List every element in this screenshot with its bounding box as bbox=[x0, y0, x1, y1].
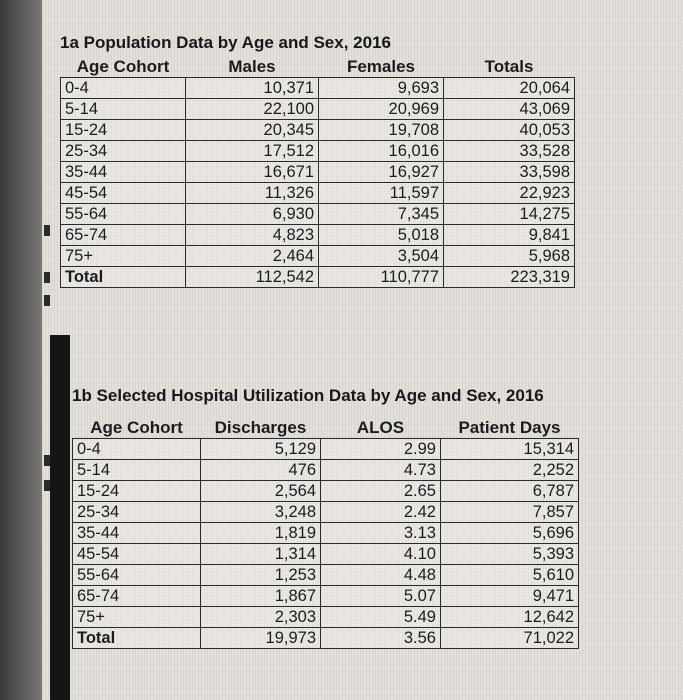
value-cell: 5.49 bbox=[321, 607, 441, 628]
value-cell: 5.07 bbox=[321, 586, 441, 607]
value-cell: 2.65 bbox=[321, 481, 441, 502]
value-cell: 4.73 bbox=[321, 460, 441, 481]
value-cell: 4,823 bbox=[186, 225, 319, 246]
value-cell: 5,129 bbox=[201, 439, 321, 460]
age-cohort-cell: 75+ bbox=[73, 607, 201, 628]
column-header: Females bbox=[319, 57, 444, 78]
age-cohort-cell: Total bbox=[61, 267, 186, 288]
value-cell: 110,777 bbox=[319, 267, 444, 288]
column-header: Patient Days bbox=[441, 418, 579, 439]
column-header: Age Cohort bbox=[73, 418, 201, 439]
table-row bbox=[61, 162, 575, 183]
column-header: ALOS bbox=[321, 418, 441, 439]
table-row bbox=[73, 502, 579, 523]
table-1b-title: 1b Selected Hospital Utilization Data by Age and Sex, 2016 bbox=[72, 386, 544, 405]
value-cell: 3,504 bbox=[319, 246, 444, 267]
column-header: Discharges bbox=[201, 418, 321, 439]
age-cohort-cell: 35-44 bbox=[73, 523, 201, 544]
value-cell: 1,867 bbox=[201, 586, 321, 607]
value-cell: 1,819 bbox=[201, 523, 321, 544]
value-cell: 6,787 bbox=[441, 481, 579, 502]
age-cohort-cell: 65-74 bbox=[61, 225, 186, 246]
column-header: Males bbox=[186, 57, 319, 78]
value-cell: 9,841 bbox=[444, 225, 575, 246]
age-cohort-cell: 45-54 bbox=[61, 183, 186, 204]
age-cohort-cell: 15-24 bbox=[73, 481, 201, 502]
table-row bbox=[61, 78, 575, 99]
age-cohort-cell: 65-74 bbox=[73, 586, 201, 607]
value-cell: 4.48 bbox=[321, 565, 441, 586]
table-row bbox=[73, 607, 579, 628]
age-cohort-cell: 35-44 bbox=[61, 162, 186, 183]
value-cell: 5,696 bbox=[441, 523, 579, 544]
table-row bbox=[61, 120, 575, 141]
black-margin-band bbox=[50, 335, 70, 700]
table-row bbox=[61, 246, 575, 267]
table-row bbox=[73, 523, 579, 544]
value-cell: 15,314 bbox=[441, 439, 579, 460]
value-cell: 71,022 bbox=[441, 628, 579, 649]
margin-mark bbox=[44, 480, 50, 491]
table-row bbox=[61, 141, 575, 162]
table-row bbox=[61, 267, 575, 288]
age-cohort-cell: 45-54 bbox=[73, 544, 201, 565]
value-cell: 43,069 bbox=[444, 99, 575, 120]
value-cell: 1,314 bbox=[201, 544, 321, 565]
table-row bbox=[73, 586, 579, 607]
value-cell: 1,253 bbox=[201, 565, 321, 586]
value-cell: 16,927 bbox=[319, 162, 444, 183]
value-cell: 33,598 bbox=[444, 162, 575, 183]
value-cell: 5,018 bbox=[319, 225, 444, 246]
value-cell: 2.99 bbox=[321, 439, 441, 460]
value-cell: 5,968 bbox=[444, 246, 575, 267]
header-row bbox=[61, 57, 575, 78]
table-row bbox=[73, 565, 579, 586]
value-cell: 112,542 bbox=[186, 267, 319, 288]
value-cell: 11,326 bbox=[186, 183, 319, 204]
population-table bbox=[60, 57, 575, 288]
value-cell: 9,693 bbox=[319, 78, 444, 99]
margin-mark bbox=[44, 455, 50, 466]
margin-mark bbox=[44, 295, 50, 306]
value-cell: 17,512 bbox=[186, 141, 319, 162]
value-cell: 20,969 bbox=[319, 99, 444, 120]
value-cell: 22,923 bbox=[444, 183, 575, 204]
value-cell: 20,345 bbox=[186, 120, 319, 141]
value-cell: 10,371 bbox=[186, 78, 319, 99]
table-row bbox=[73, 481, 579, 502]
age-cohort-cell: 55-64 bbox=[73, 565, 201, 586]
value-cell: 40,053 bbox=[444, 120, 575, 141]
age-cohort-cell: 55-64 bbox=[61, 204, 186, 225]
table-row bbox=[61, 225, 575, 246]
table-1a-title: 1a Population Data by Age and Sex, 2016 bbox=[60, 33, 391, 52]
value-cell: 2.42 bbox=[321, 502, 441, 523]
value-cell: 2,464 bbox=[186, 246, 319, 267]
margin-mark bbox=[44, 225, 50, 236]
table-row bbox=[61, 99, 575, 120]
age-cohort-cell: 5-14 bbox=[73, 460, 201, 481]
value-cell: 476 bbox=[201, 460, 321, 481]
value-cell: 3.56 bbox=[321, 628, 441, 649]
value-cell: 5,393 bbox=[441, 544, 579, 565]
value-cell: 20,064 bbox=[444, 78, 575, 99]
column-header: Totals bbox=[444, 57, 575, 78]
hospital-utilization-table bbox=[72, 418, 579, 649]
table-row bbox=[73, 460, 579, 481]
value-cell: 11,597 bbox=[319, 183, 444, 204]
value-cell: 2,564 bbox=[201, 481, 321, 502]
value-cell: 19,708 bbox=[319, 120, 444, 141]
value-cell: 4.10 bbox=[321, 544, 441, 565]
value-cell: 33,528 bbox=[444, 141, 575, 162]
age-cohort-cell: 0-4 bbox=[73, 439, 201, 460]
value-cell: 223,319 bbox=[444, 267, 575, 288]
value-cell: 22,100 bbox=[186, 99, 319, 120]
value-cell: 2,252 bbox=[441, 460, 579, 481]
table-row bbox=[73, 439, 579, 460]
value-cell: 16,016 bbox=[319, 141, 444, 162]
value-cell: 2,303 bbox=[201, 607, 321, 628]
age-cohort-cell: 75+ bbox=[61, 246, 186, 267]
column-header: Age Cohort bbox=[61, 57, 186, 78]
value-cell: 7,345 bbox=[319, 204, 444, 225]
value-cell: 5,610 bbox=[441, 565, 579, 586]
age-cohort-cell: 25-34 bbox=[73, 502, 201, 523]
value-cell: 19,973 bbox=[201, 628, 321, 649]
age-cohort-cell: 25-34 bbox=[61, 141, 186, 162]
age-cohort-cell: Total bbox=[73, 628, 201, 649]
age-cohort-cell: 15-24 bbox=[61, 120, 186, 141]
value-cell: 12,642 bbox=[441, 607, 579, 628]
margin-mark bbox=[44, 272, 50, 283]
table-row bbox=[73, 628, 579, 649]
value-cell: 9,471 bbox=[441, 586, 579, 607]
table-row bbox=[61, 183, 575, 204]
value-cell: 3.13 bbox=[321, 523, 441, 544]
value-cell: 3,248 bbox=[201, 502, 321, 523]
value-cell: 7,857 bbox=[441, 502, 579, 523]
value-cell: 6,930 bbox=[186, 204, 319, 225]
table-row bbox=[61, 204, 575, 225]
age-cohort-cell: 0-4 bbox=[61, 78, 186, 99]
value-cell: 16,671 bbox=[186, 162, 319, 183]
header-row bbox=[73, 418, 579, 439]
table-row bbox=[73, 544, 579, 565]
age-cohort-cell: 5-14 bbox=[61, 99, 186, 120]
value-cell: 14,275 bbox=[444, 204, 575, 225]
